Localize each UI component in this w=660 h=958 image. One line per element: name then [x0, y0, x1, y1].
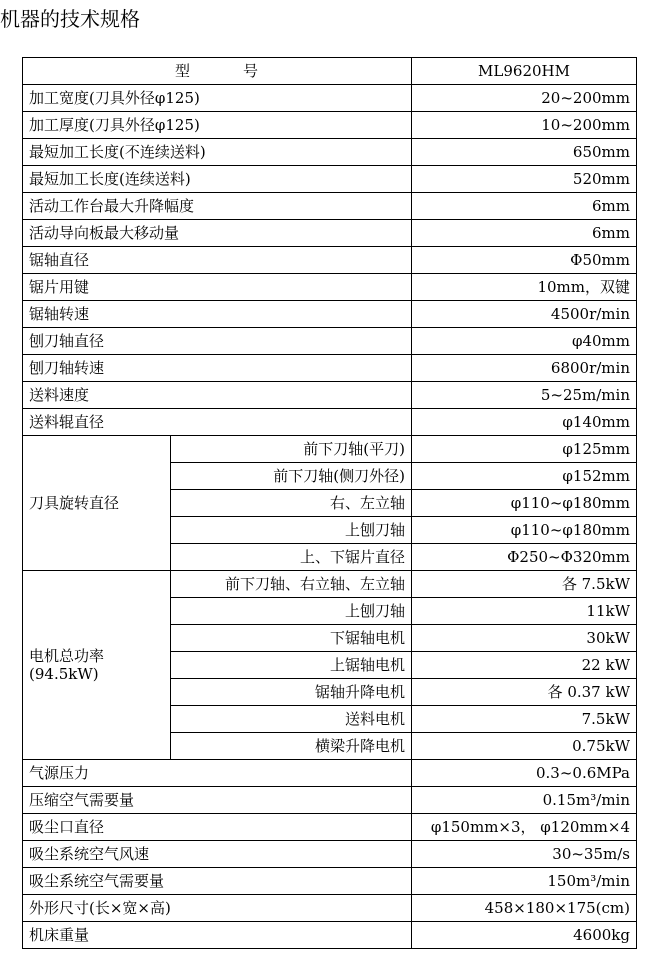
- spec-row: [23, 814, 637, 841]
- spec-value: Φ50mm: [412, 247, 637, 274]
- spec-label: 刨刀轴转速: [23, 355, 412, 382]
- spec-value: 20~200mm: [412, 85, 637, 112]
- header-row: [23, 58, 637, 85]
- spec-row: [23, 301, 637, 328]
- spec-label: 机床重量: [23, 922, 412, 949]
- spec-sublabel: 前下刀轴、右立轴、左立轴: [171, 571, 412, 598]
- spec-row: [23, 139, 637, 166]
- spec-sublabel: 横梁升降电机: [171, 733, 412, 760]
- tool-group-label: [23, 436, 171, 571]
- spec-value: 7.5kW: [412, 706, 637, 733]
- spec-row: [23, 841, 637, 868]
- spec-value: 6800r/min: [412, 355, 637, 382]
- spec-label: 吸尘系统空气需要量: [23, 868, 412, 895]
- spec-value: φ110~φ180mm: [412, 517, 637, 544]
- spec-label: 刨刀轴直径: [23, 328, 412, 355]
- spec-value: Φ250~Φ320mm: [412, 544, 637, 571]
- spec-row: [23, 112, 637, 139]
- spec-row: [23, 85, 637, 112]
- spec-label: 活动导向板最大移动量: [23, 220, 412, 247]
- spec-row: [23, 895, 637, 922]
- spec-row: [23, 193, 637, 220]
- spec-row: [23, 328, 637, 355]
- spec-label: 外形尺寸(长×宽×高): [23, 895, 412, 922]
- spec-label: 吸尘系统空气风速: [23, 841, 412, 868]
- spec-value: φ125mm: [412, 436, 637, 463]
- spec-value: 150m³/min: [412, 868, 637, 895]
- page-title: 机器的技术规格: [0, 7, 140, 31]
- spec-label: 最短加工长度(连续送料): [23, 166, 412, 193]
- spec-value: 458×180×175(cm): [412, 895, 637, 922]
- spec-value: 各 7.5kW: [412, 571, 637, 598]
- spec-row: [23, 922, 637, 949]
- spec-value: 0.75kW: [412, 733, 637, 760]
- spec-value: 6mm: [412, 193, 637, 220]
- spec-value: 520mm: [412, 166, 637, 193]
- spec-row: [23, 760, 637, 787]
- spec-row: [23, 409, 637, 436]
- spec-value: 4600kg: [412, 922, 637, 949]
- spec-value: 11kW: [412, 598, 637, 625]
- spec-row: [23, 382, 637, 409]
- spec-row: [23, 247, 637, 274]
- spec-table: [22, 57, 637, 949]
- spec-sublabel: 上刨刀轴: [171, 598, 412, 625]
- spec-value: φ140mm: [412, 409, 637, 436]
- spec-value: φ40mm: [412, 328, 637, 355]
- spec-subrow: [23, 436, 637, 463]
- spec-value: 0.15m³/min: [412, 787, 637, 814]
- spec-row: [23, 355, 637, 382]
- header-label-b: 号: [243, 62, 260, 80]
- spec-sublabel: 上、下锯片直径: [171, 544, 412, 571]
- header-label-a: 型: [174, 62, 191, 80]
- spec-sublabel: 上刨刀轴: [171, 517, 412, 544]
- spec-value: 650mm: [412, 139, 637, 166]
- spec-value: 0.3~0.6MPa: [412, 760, 637, 787]
- spec-sublabel: 下锯轴电机: [171, 625, 412, 652]
- spec-value: 30~35m/s: [412, 841, 637, 868]
- spec-value: 10~200mm: [412, 112, 637, 139]
- spec-row: [23, 166, 637, 193]
- spec-value: φ150mm×3， φ120mm×4: [412, 814, 637, 841]
- spec-label: 最短加工长度(不连续送料): [23, 139, 412, 166]
- spec-value: 6mm: [412, 220, 637, 247]
- spec-sublabel: 送料电机: [171, 706, 412, 733]
- spec-label: 送料速度: [23, 382, 412, 409]
- spec-row: [23, 274, 637, 301]
- spec-label: 送料辊直径: [23, 409, 412, 436]
- spec-label: 锯轴转速: [23, 301, 412, 328]
- group-label: 刀具旋转直径: [29, 494, 120, 512]
- spec-label: 加工厚度(刀具外径φ125): [23, 112, 412, 139]
- spec-value: 10mm，双键: [412, 274, 637, 301]
- spec-sublabel: 前下刀轴(平刀): [171, 436, 412, 463]
- spec-value: φ110~φ180mm: [412, 490, 637, 517]
- spec-label: 锯轴直径: [23, 247, 412, 274]
- spec-row: [23, 787, 637, 814]
- spec-sublabel: 前下刀轴(侧刀外径): [171, 463, 412, 490]
- spec-sublabel: 上锯轴电机: [171, 652, 412, 679]
- spec-value: φ152mm: [412, 463, 637, 490]
- spec-label: 吸尘口直径: [23, 814, 412, 841]
- spec-label: 压缩空气需要量: [23, 787, 412, 814]
- spec-label: 加工宽度(刀具外径φ125): [23, 85, 412, 112]
- spec-value: 22 kW: [412, 652, 637, 679]
- spec-value: 4500r/min: [412, 301, 637, 328]
- spec-value: 5~25m/min: [412, 382, 637, 409]
- group-label: 电机总功率: [29, 647, 105, 665]
- power-group-label: [23, 571, 171, 760]
- header-label: [23, 58, 412, 85]
- spec-row: [23, 868, 637, 895]
- spec-value: 30kW: [412, 625, 637, 652]
- spec-sublabel: 右、左立轴: [171, 490, 412, 517]
- spec-label: 锯片用键: [23, 274, 412, 301]
- spec-label: 活动工作台最大升降幅度: [23, 193, 412, 220]
- spec-sublabel: 锯轴升降电机: [171, 679, 412, 706]
- spec-row: [23, 220, 637, 247]
- model-value: ML9620HM: [412, 58, 637, 85]
- spec-subrow: [23, 571, 637, 598]
- group-note: (94.5kW): [29, 665, 99, 683]
- spec-value: 各 0.37 kW: [412, 679, 637, 706]
- spec-label: 气源压力: [23, 760, 412, 787]
